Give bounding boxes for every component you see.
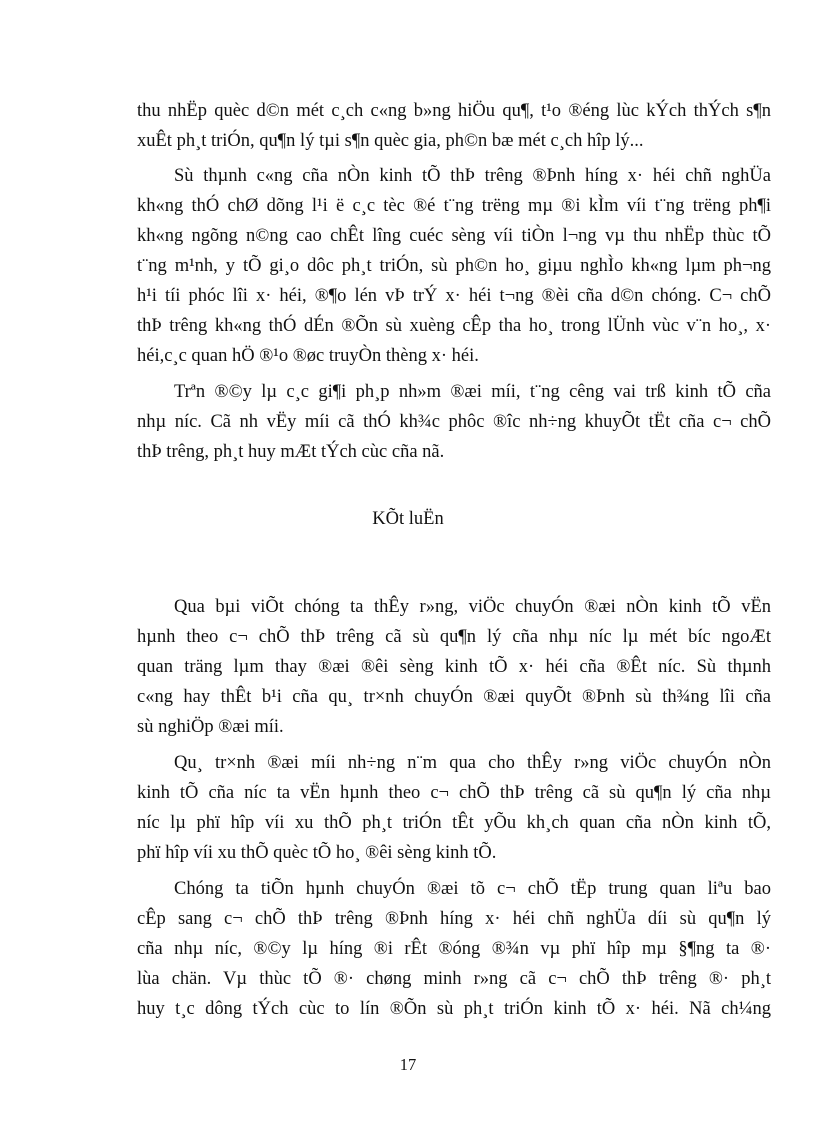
paragraph-line: quan träng lµm thay ®æi ®êi sèng kinh tÕ x· héi cña ®Êt níc. Sù thµnh <box>137 657 771 677</box>
paragraph-line: Qu¸ tr×nh ®æi míi nh÷ng n¨m qua cho thÊy r»ng viÖc chuyÓn nÒn <box>174 753 771 773</box>
paragraph-line: phï hîp víi xu thÕ quèc tÕ ho¸ ®êi sèng kinh tÕ. <box>137 843 497 863</box>
paragraph-line: níc lµ phï hîp víi xu thÕ ph¸t triÓn tÊt yÕu kh¸ch quan cña nÒn kinh tÕ, <box>137 813 771 833</box>
page-number: 17 <box>399 1055 417 1074</box>
paragraph-line: hµnh theo c¬ chÕ thÞ trêng cã sù qu¶n lý cña nhµ níc lµ mét bíc ngoÆt <box>137 627 771 647</box>
paragraph-line: kinh tÕ cña níc ta vËn hµnh theo c¬ chÕ thÞ trêng cã sù qu¶n lý cña nhµ <box>137 783 771 803</box>
paragraph-line: Chóng ta tiÕn hµnh chuyÓn ®æi tõ c¬ chÕ tËp trung quan liªu bao <box>174 879 771 899</box>
paragraph-line: nhµ níc. Cã nh vËy míi cã thÓ kh¾c phôc ®îc nh÷ng khuyÕt tËt cña c¬ chÕ <box>137 412 771 432</box>
paragraph-line: cÊp sang c¬ chÕ thÞ trêng ®Þnh híng x· héi chñ nghÜa díi sù qu¶n lý <box>137 909 771 929</box>
paragraph-line: kh«ng thÓ chØ dõng l¹i ë c¸c tèc ®é t¨ng trëng mµ ®i kÌm víi t¨ng trëng ph¶i <box>137 196 771 216</box>
paragraph-line: Trªn ®©y lµ c¸c gi¶i ph¸p nh»m ®æi míi, t¨ng cêng vai trß kinh tÕ cña <box>174 382 771 402</box>
paragraph-line: thÞ trêng kh«ng thÓ dÉn ®Õn sù xuèng cÊp tha ho¸ trong lÜnh vùc v¨n ho¸, x· <box>137 316 771 336</box>
paragraph-line: h¹i tíi phóc lîi x· héi, ®¶o lén vÞ trÝ x· héi t¬ng ®èi cña d©n chóng. C¬ chÕ <box>137 286 771 306</box>
paragraph-line: sù nghiÖp ®æi míi. <box>137 717 284 737</box>
paragraph-line: xuÊt ph¸t triÓn, qu¶n lý tµi s¶n quèc gia, ph©n bæ mét c¸ch hîp lý... <box>137 131 644 151</box>
paragraph-line: héi,c¸c quan hÖ ®¹o ®øc truyÒn thèng x· héi. <box>137 346 479 366</box>
paragraph-line: lùa chän. Vµ thùc tÕ ®· chøng minh r»ng cã c¬ chÕ thÞ trêng ®· ph¸t <box>137 969 771 989</box>
paragraph-line: Qua bµi viÕt chóng ta thÊy r»ng, viÖc chuyÓn ®æi nÒn kinh tÕ vËn <box>174 597 771 617</box>
paragraph-line: c«ng hay thÊt b¹i cña qu¸ tr×nh chuyÓn ®æi quyÕt ®Þnh sù th¾ng lîi cña <box>137 687 771 707</box>
paragraph-line: thu nhËp quèc d©n mét c¸ch c«ng b»ng hiÖu qu¶, t¹o ®éng lùc kÝch thÝch s¶n <box>137 101 771 121</box>
paragraph-line: t¨ng m¹nh, y tÕ gi¸o dôc ph¸t triÓn, sù ph©n ho¸ giµu nghÌo kh«ng lµm ph¬ng <box>137 256 771 276</box>
paragraph-line: huy t¸c dông tÝch cùc to lín ®Õn sù ph¸t triÓn kinh tÕ x· héi. Nã ch¼ng <box>137 999 771 1019</box>
paragraph-line: kh«ng ngõng n©ng cao chÊt lîng cuéc sèng víi tiÒn l¬ng vµ thu nhËp thùc tÕ <box>137 226 771 246</box>
paragraph-line: Sù thµnh c«ng cña nÒn kinh tÕ thÞ trêng ®Þnh híng x· héi chñ nghÜa <box>174 166 771 186</box>
paragraph-line: thÞ trêng, ph¸t huy mÆt tÝch cùc cña nã. <box>137 442 445 462</box>
section-heading: KÕt luËn <box>372 509 444 529</box>
paragraph-line: cña nhµ níc, ®©y lµ híng ®i rÊt ®óng ®¾n vµ phï hîp mµ §¶ng ta ®· <box>137 939 771 959</box>
